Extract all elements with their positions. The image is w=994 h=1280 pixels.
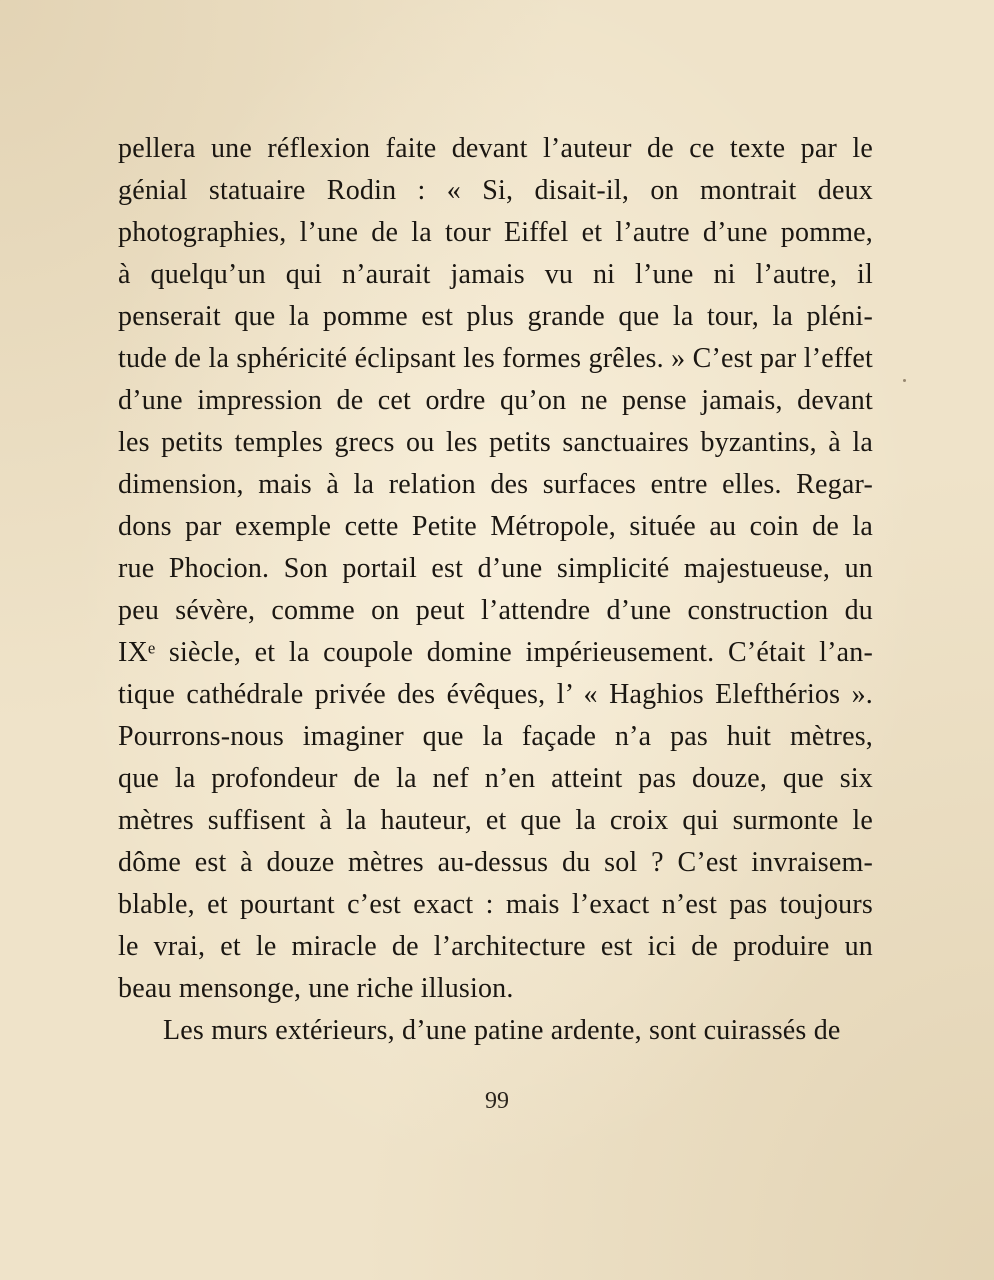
text-line: dôme est à douze mètres au-dessus du sol ? C’est invraisem- — [118, 847, 873, 878]
text-line: beau mensonge, une riche illusion. — [118, 973, 514, 1004]
text-line: peu sévère, comme on peut l’attendre d’une construction du — [118, 595, 873, 626]
text-line: le vrai, et le miracle de l’architecture est ici de produire un — [118, 931, 873, 962]
text-line: photographies, l’une de la tour Eiffel et l’autre d’une pomme, — [118, 217, 873, 248]
text-line: génial statuaire Rodin : « Si, disait-il, on montrait deux — [118, 175, 873, 206]
text-line: rue Phocion. Son portail est d’une simplicité majestueuse, un — [118, 553, 873, 584]
text-line: à quelqu’un qui n’aurait jamais vu ni l’une ni l’autre, il — [118, 259, 873, 290]
paragraph-start-line: Les murs extérieurs, d’une patine ardente, sont cuirassés de — [163, 1015, 841, 1046]
text-line: tude de la sphéricité éclipsant les formes grêles. » C’est par l’effet — [118, 343, 873, 374]
text-line: dimension, mais à la relation des surfaces entre elles. Regar- — [118, 469, 873, 500]
text-line: pellera une réflexion faite devant l’auteur de ce texte par le — [118, 133, 873, 164]
paper-speck — [903, 379, 906, 382]
text-line: Pourrons-nous imaginer que la façade n’a pas huit mètres, — [118, 721, 873, 752]
text-line: mètres suffisent à la hauteur, et que la croix qui surmonte le — [118, 805, 873, 836]
text-line: IXᵉ siècle, et la coupole domine impérieusement. C’était l’an- — [118, 637, 873, 668]
text-line: que la profondeur de la nef n’en atteint pas douze, que six — [118, 763, 873, 794]
text-line: dons par exemple cette Petite Métropole, située au coin de la — [118, 511, 873, 542]
text-line: d’une impression de cet ordre qu’on ne pense jamais, devant — [118, 385, 873, 416]
text-line: penserait que la pomme est plus grande que la tour, la pléni- — [118, 301, 873, 332]
text-line: blable, et pourtant c’est exact : mais l’exact n’est pas toujours — [118, 889, 873, 920]
body-text — [118, 128, 873, 1052]
text-line: les petits temples grecs ou les petits sanctuaires byzantins, à la — [118, 427, 873, 458]
text-line: tique cathédrale privée des évêques, l’ « Haghios Elefthérios ». — [118, 679, 873, 710]
page-number: 99 — [485, 1088, 509, 1114]
